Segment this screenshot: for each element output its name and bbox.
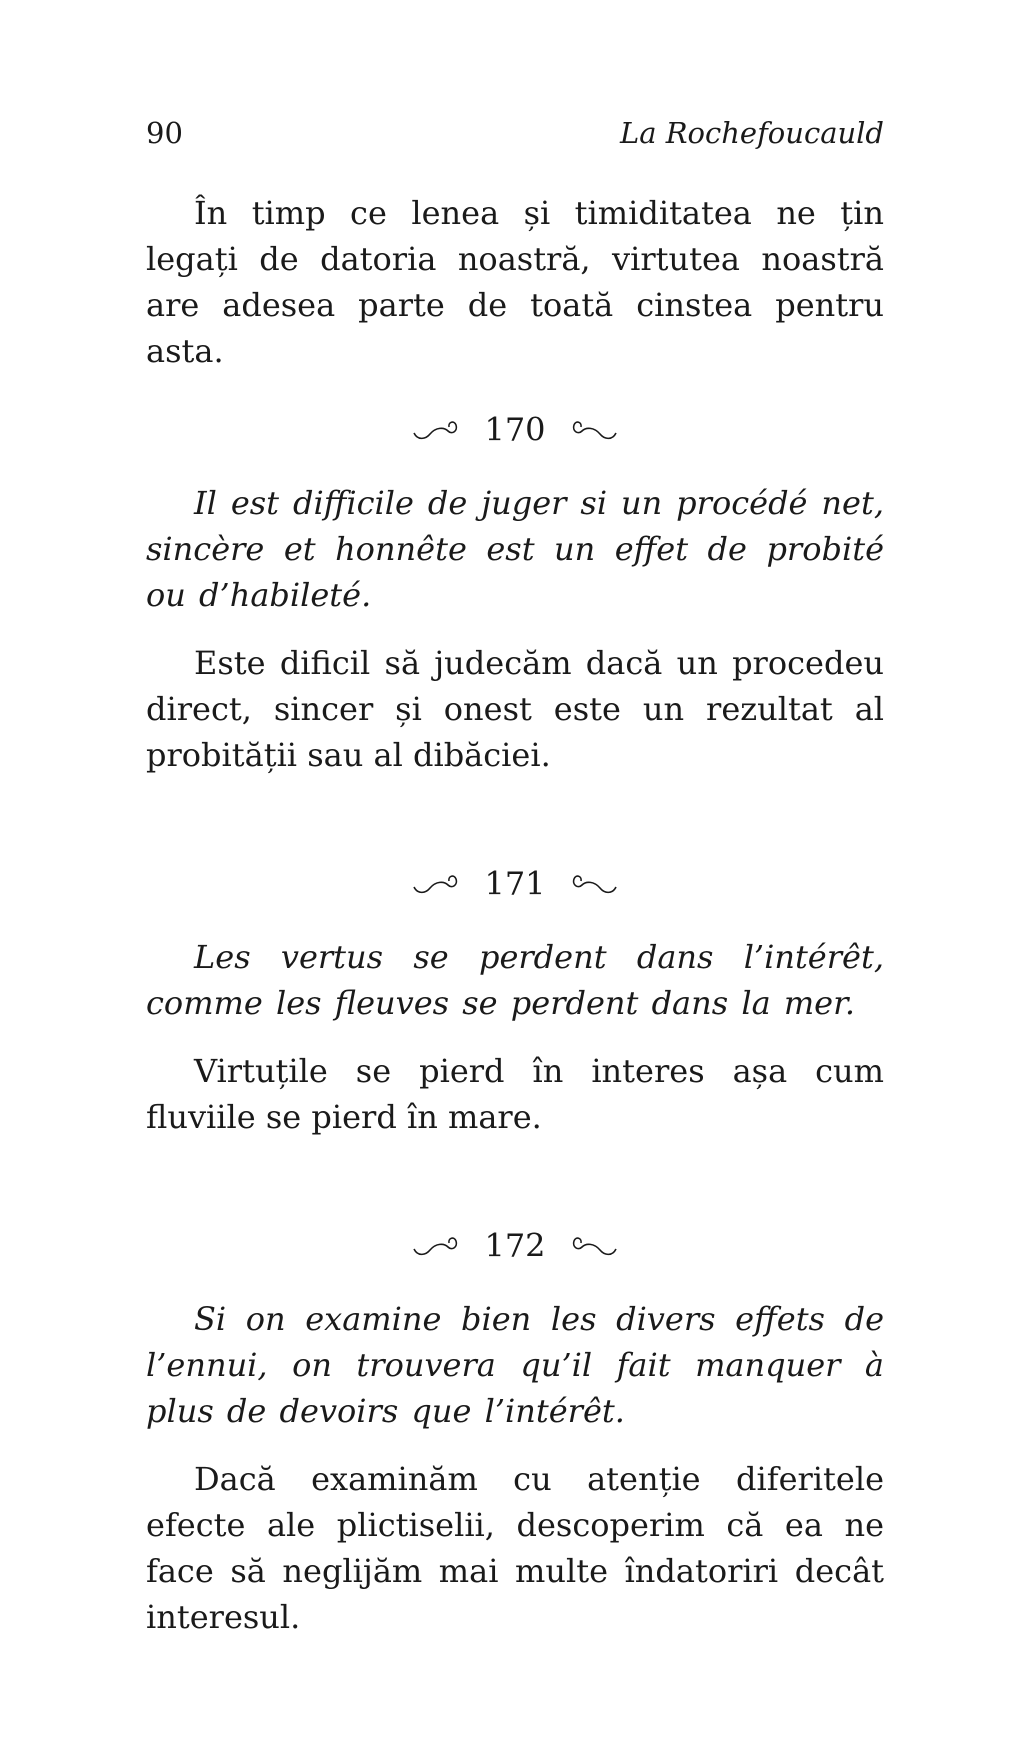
maxim-romanian-text: Virtuțile se pierd în interes așa cum fluviile se pierd în mare. xyxy=(146,1052,884,1136)
maxim-heading-172 xyxy=(146,1220,884,1266)
intro-paragraph-block xyxy=(146,190,884,374)
swash-left-icon xyxy=(412,861,464,907)
intro-paragraph: În timp ce lenea și timiditatea ne țin legați de datoria noastră, virtutea noastră are adesea parte de toată cinstea pentru asta. xyxy=(146,194,884,370)
maxim-number: 171 xyxy=(484,864,546,903)
maxim-romanian-text: Dacă examinăm cu atenție diferitele efecte ale plictiselii, descoperim că ea ne face să neglijăm mai multe îndatoriri decât interesul. xyxy=(146,1460,884,1636)
swash-right-icon xyxy=(566,861,618,907)
maxim-french-text: Les vertus se perdent dans l’intérêt, comme les fleuves se perdent dans la mer. xyxy=(146,938,884,1022)
swash-left-icon xyxy=(412,407,464,453)
maxim-number: 172 xyxy=(484,1226,546,1265)
maxim-french-text: Il est difficile de juger si un procédé net, sincère et honnête est un effet de probité ou d’habileté. xyxy=(146,484,884,614)
page-number: 90 xyxy=(146,116,183,150)
maxim-171-french-block xyxy=(146,934,884,1026)
maxim-number: 170 xyxy=(484,410,546,449)
maxim-172-french-block xyxy=(146,1296,884,1434)
running-title: La Rochefoucauld xyxy=(619,116,884,150)
swash-left-icon xyxy=(412,1223,464,1269)
maxim-170-romanian-block xyxy=(146,640,884,778)
maxim-170-french-block xyxy=(146,480,884,618)
swash-right-icon xyxy=(566,407,618,453)
book-page xyxy=(146,0,884,1739)
swash-right-icon xyxy=(566,1223,618,1269)
maxim-heading-171 xyxy=(146,858,884,904)
maxim-heading-170 xyxy=(146,404,884,450)
maxim-french-text: Si on examine bien les divers effets de l’ennui, on trouvera qu’il fait manquer à plus de devoirs que l’intérêt. xyxy=(146,1300,884,1430)
page-header xyxy=(146,116,884,156)
maxim-171-romanian-block xyxy=(146,1048,884,1140)
maxim-172-romanian-block xyxy=(146,1456,884,1640)
maxim-romanian-text: Este dificil să judecăm dacă un procedeu direct, sincer și onest este un rezultat al probității sau al dibăciei. xyxy=(146,644,884,774)
